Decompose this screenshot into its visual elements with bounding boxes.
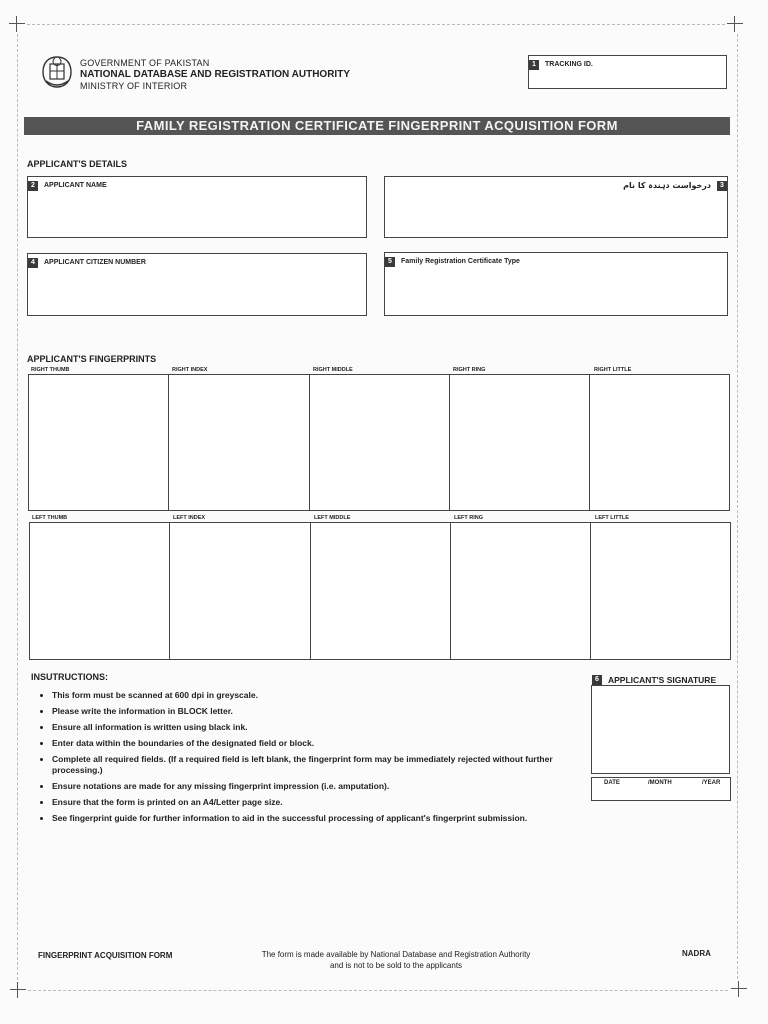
form-title: FAMILY REGISTRATION CERTIFICATE FINGERPRINT ACQUISITION FORM bbox=[24, 117, 730, 135]
citizen-number-label: APPLICANT CITIZEN NUMBER bbox=[44, 259, 146, 267]
fingerprint-box-right-little[interactable] bbox=[589, 374, 730, 511]
guide-line-left bbox=[17, 34, 18, 980]
signature-label: APPLICANT'S SIGNATURE bbox=[608, 674, 717, 685]
frc-type-field[interactable] bbox=[384, 252, 728, 316]
fingerprint-box-left-thumb[interactable] bbox=[29, 522, 170, 660]
citizen-number-field[interactable] bbox=[27, 253, 367, 316]
fingerprint-box-left-middle[interactable] bbox=[310, 522, 451, 660]
fingerprint-box-left-little[interactable] bbox=[590, 522, 731, 660]
applicant-details-heading: APPLICANT'S DETAILS bbox=[27, 159, 127, 169]
tracking-id-label: TRACKING ID. bbox=[545, 61, 593, 69]
instruction-item: • Ensure notations are made for any missing fingerprint impression (i.e. amputation). bbox=[52, 781, 558, 792]
signature-field[interactable] bbox=[591, 685, 730, 774]
header-line-nadra: NATIONAL DATABASE AND REGISTRATION AUTHORITY bbox=[80, 69, 350, 80]
fingerprint-label: RIGHT MIDDLE bbox=[313, 367, 353, 373]
fingerprint-label: RIGHT INDEX bbox=[172, 367, 208, 373]
instruction-item: • This form must be scanned at 600 dpi in greyscale. bbox=[52, 690, 558, 701]
instructions-list bbox=[38, 690, 558, 829]
instruction-item: • Complete all required fields. (If a required field is left blank, the fingerprint form may be immediately rejected without further processing.) bbox=[52, 754, 558, 776]
field-number: 1 bbox=[529, 60, 539, 70]
fingerprint-box-left-ring[interactable] bbox=[450, 522, 591, 660]
instructions-heading: INSUTRUCTIONS: bbox=[31, 672, 108, 682]
field-number: 3 bbox=[717, 181, 727, 191]
applicant-name-label: APPLICANT NAME bbox=[44, 182, 107, 190]
instruction-item: • Ensure that the form is printed on an A4/Letter page size. bbox=[52, 797, 558, 808]
fingerprint-box-right-index[interactable] bbox=[168, 374, 310, 511]
fingerprint-label: RIGHT THUMB bbox=[31, 367, 70, 373]
header-line-ministry: MINISTRY OF INTERIOR bbox=[80, 81, 188, 91]
fingerprint-box-right-ring[interactable] bbox=[449, 374, 590, 511]
fingerprint-label: RIGHT LITTLE bbox=[594, 367, 632, 373]
fingerprint-label: LEFT THUMB bbox=[32, 515, 68, 521]
fingerprint-box-right-middle[interactable] bbox=[309, 374, 450, 511]
fingerprint-box-right-thumb[interactable] bbox=[28, 374, 169, 511]
field-number: 6 bbox=[592, 675, 602, 685]
instruction-item: • Please write the information in BLOCK letter. bbox=[52, 706, 558, 717]
signature-date-field[interactable] bbox=[591, 777, 731, 801]
header-line-government: GOVERNMENT OF PAKISTAN bbox=[80, 58, 210, 68]
field-number: 5 bbox=[385, 257, 395, 267]
fingerprint-label: RIGHT RING bbox=[453, 367, 486, 373]
month-label: /MONTH bbox=[648, 780, 672, 786]
fingerprint-label: LEFT INDEX bbox=[173, 515, 206, 521]
year-label: /YEAR bbox=[702, 780, 721, 786]
frc-type-label: Family Registration Certificate Type bbox=[401, 258, 520, 266]
applicant-name-field[interactable] bbox=[27, 176, 367, 238]
footer-brand: NADRA bbox=[682, 949, 711, 958]
fingerprint-label: LEFT RING bbox=[454, 515, 484, 521]
crop-mark-bottom-right bbox=[731, 981, 747, 997]
crop-mark-top-left bbox=[9, 16, 25, 32]
footer-notice-line2: and is not to be sold to the applicants bbox=[329, 961, 463, 970]
instruction-item: • See fingerprint guide for further information to aid in the successful processing of applicant's fingerprint submission. bbox=[52, 813, 558, 824]
instruction-item: • Ensure all information is written using black ink. bbox=[52, 722, 558, 733]
fingerprints-heading: APPLICANT'S FINGERPRINTS bbox=[27, 354, 157, 364]
fingerprint-label: LEFT LITTLE bbox=[595, 515, 629, 521]
instruction-item: • Enter data within the boundaries of the designated field or block. bbox=[52, 738, 558, 749]
footer-form-name: FINGERPRINT ACQUISITION FORM bbox=[38, 951, 173, 960]
government-emblem-icon bbox=[38, 53, 76, 91]
guide-line-bottom bbox=[28, 990, 728, 991]
applicant-name-urdu-label: درخواست دہندہ کا نام bbox=[623, 181, 711, 191]
fingerprint-label: LEFT MIDDLE bbox=[314, 515, 351, 521]
fingerprint-box-left-index[interactable] bbox=[169, 522, 311, 660]
guide-line-right bbox=[737, 34, 738, 979]
applicant-name-urdu-field[interactable] bbox=[384, 176, 728, 238]
field-number: 2 bbox=[28, 181, 38, 191]
field-number: 4 bbox=[28, 258, 38, 268]
footer-notice-line1: The form is made available by National Database and Registration Authority bbox=[261, 950, 531, 959]
tracking-id-field[interactable] bbox=[528, 55, 727, 89]
crop-mark-top-right bbox=[727, 16, 743, 32]
guide-line-top bbox=[27, 24, 725, 25]
date-label: DATE bbox=[604, 780, 620, 786]
crop-mark-bottom-left bbox=[10, 982, 26, 998]
